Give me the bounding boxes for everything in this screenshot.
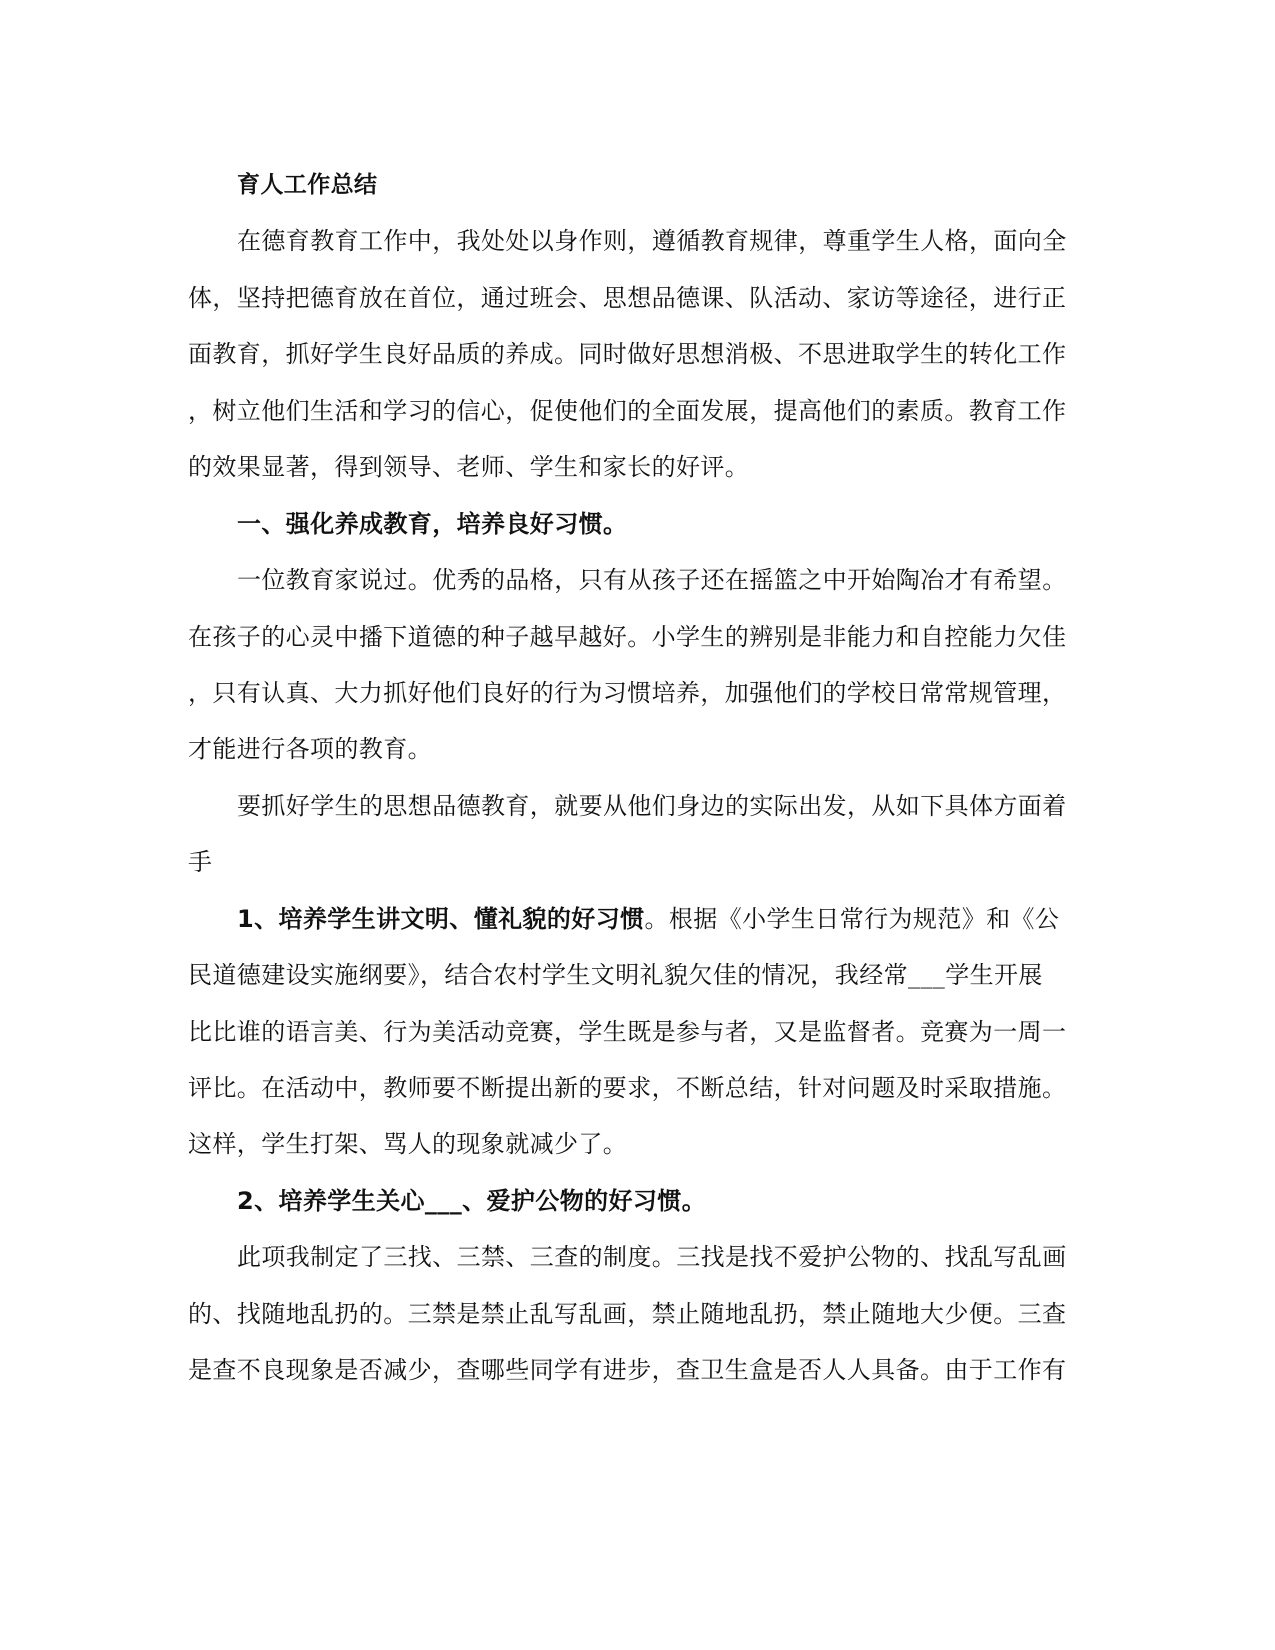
paragraph-line: 的、找随地乱扔的。三禁是禁止乱写乱画，禁止随地乱扔，禁止随地大少便。三查 [188,1300,1067,1328]
paragraph-line: ，只有认真、大力抓好他们良好的行为习惯培养，加强他们的学校日常常规管理， [188,679,1067,707]
paragraph-line: 是查不良现象是否减少，查哪些同学有进步，查卫生盒是否人人具备。由于工作有 [188,1356,1067,1384]
paragraph-line: 此项我制定了三找、三禁、三查的制度。三找是找不爱护公物的、找乱写乱画 [237,1243,1067,1271]
paragraph-line [237,904,1059,934]
paragraph-line: 手 [188,848,213,876]
paragraph-line: 在德育教育工作中，我处处以身作则，遵循教育规律，尊重学生人格，面向全 [237,227,1067,255]
subsection-heading: 1、培养学生讲文明、懂礼貌的好习惯 [237,905,645,933]
paragraph-line: 这样，学生打架、骂人的现象就减少了。 [188,1130,628,1158]
paragraph-line: 面教育，抓好学生良好品质的养成。同时做好思想消极、不思进取学生的转化工作 [188,340,1067,368]
paragraph-line: 一位教育家说过。优秀的品格，只有从孩子还在摇篮之中开始陶冶才有希望。 [237,566,1067,594]
paragraph-line: 的效果显著，得到领导、老师、学生和家长的好评。 [188,453,750,481]
paragraph-line: 在孩子的心灵中播下道德的种子越早越好。小学生的辨别是非能力和自控能力欠佳 [188,623,1067,651]
paragraph-line: 民道德建设实施纲要》，结合农村学生文明礼貌欠佳的情况，我经常___学生开展 [188,961,1043,989]
paragraph-text: 。根据《小学生日常行为规范》和《公 [644,905,1060,933]
paragraph-line: 要抓好学生的思想品德教育，就要从他们身边的实际出发，从如下具体方面着 [237,792,1067,820]
paragraph-line: 才能进行各项的教育。 [188,735,432,763]
paragraph-line: 体，坚持把德育放在首位，通过班会、思想品德课、队活动、家访等途径，进行正 [188,284,1067,312]
document-title: 育人工作总结 [237,172,378,198]
paragraph-line: 比比谁的语言美、行为美活动竞赛，学生既是参与者，又是监督者。竞赛为一周一 [188,1018,1067,1046]
section-heading: 一、强化养成教育，培养良好习惯。 [237,510,628,538]
paragraph-line: ，树立他们生活和学习的信心，促使他们的全面发展，提高他们的素质。教育工作 [188,397,1067,425]
subsection-heading: 2、培养学生关心___、爱护公物的好习惯。 [237,1187,707,1215]
paragraph-line: 评比。在活动中，教师要不断提出新的要求，不断总结，针对问题及时采取措施。 [188,1074,1067,1102]
